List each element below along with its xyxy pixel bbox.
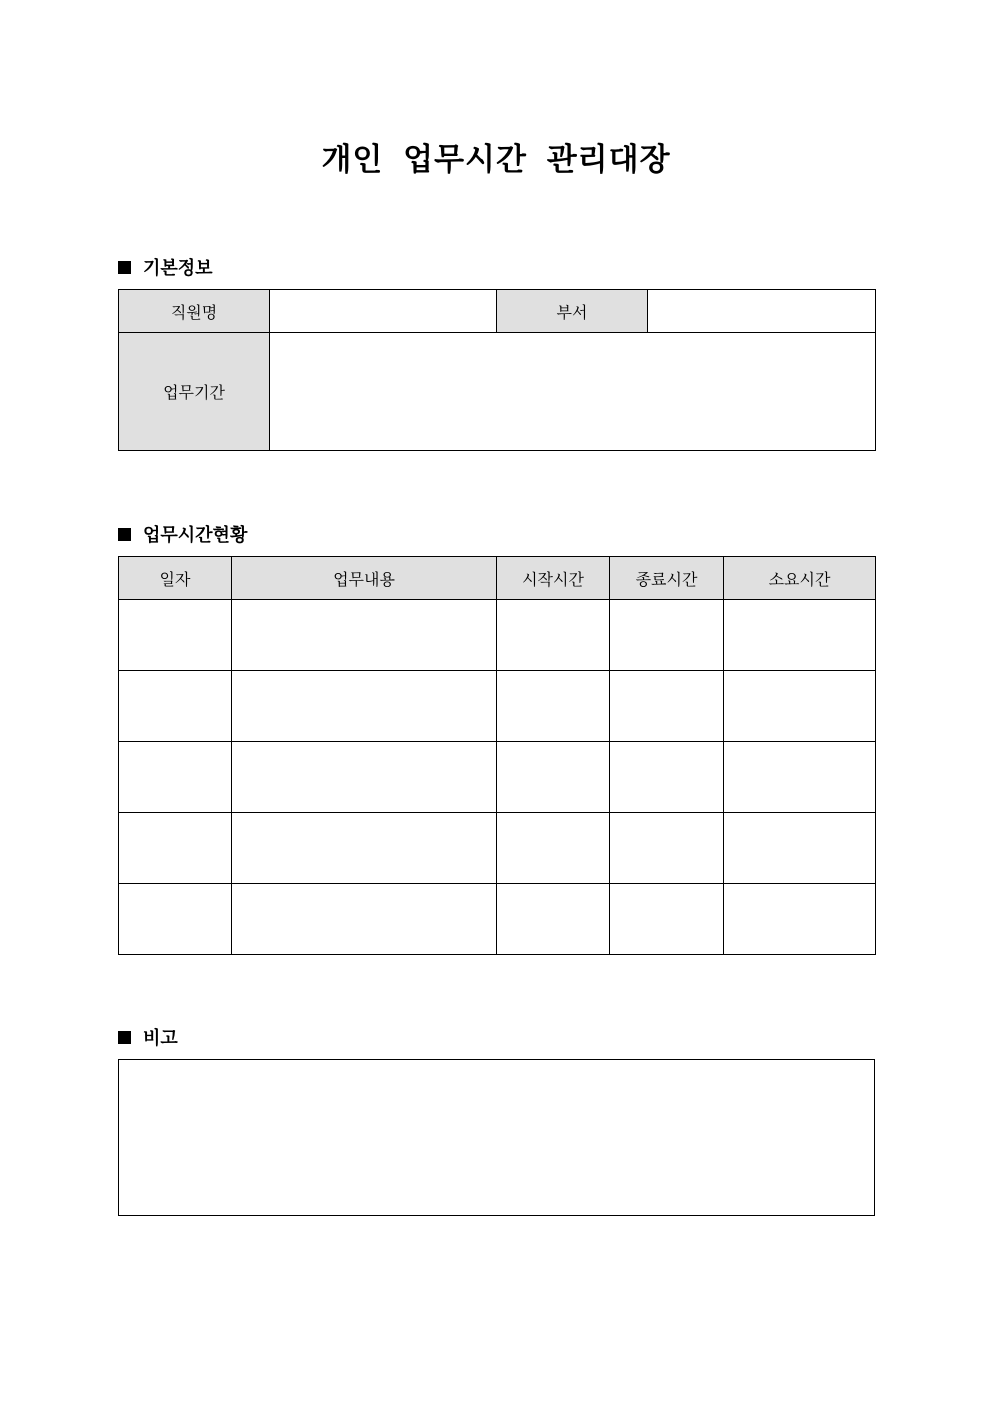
document-title: 개인 업무시간 관리대장 [321, 142, 671, 178]
start-time-cell[interactable] [497, 884, 610, 955]
table-row [119, 671, 876, 742]
duration-cell[interactable] [724, 600, 876, 671]
table-row [119, 742, 876, 813]
column-header-date: 일자 [119, 557, 232, 600]
start-time-cell[interactable] [497, 742, 610, 813]
basic-info-table [118, 289, 876, 451]
end-time-cell[interactable] [610, 671, 724, 742]
square-bullet-icon [118, 1031, 131, 1044]
duration-cell[interactable] [724, 813, 876, 884]
section-heading-basic-label: 기본정보 [143, 258, 213, 279]
end-time-cell[interactable] [610, 813, 724, 884]
square-bullet-icon [118, 528, 131, 541]
end-time-cell[interactable] [610, 742, 724, 813]
date-cell[interactable] [119, 671, 232, 742]
column-header-task: 업무내용 [232, 557, 497, 600]
employee-name-field[interactable] [270, 290, 497, 333]
duration-cell[interactable] [724, 742, 876, 813]
date-cell[interactable] [119, 742, 232, 813]
work-time-table [118, 556, 876, 955]
task-cell[interactable] [232, 671, 497, 742]
duration-cell[interactable] [724, 671, 876, 742]
work-period-field[interactable] [270, 333, 876, 451]
column-header-start-time: 시작시간 [497, 557, 610, 600]
column-header-duration: 소요시간 [724, 557, 876, 600]
section-heading-notes-label: 비고 [143, 1028, 178, 1049]
task-cell[interactable] [232, 813, 497, 884]
section-heading-basic [118, 254, 213, 280]
work-period-label: 업무기간 [119, 333, 270, 451]
employee-name-label: 직원명 [119, 290, 270, 333]
date-cell[interactable] [119, 813, 232, 884]
section-heading-worktime-label: 업무시간현황 [143, 525, 248, 546]
department-field[interactable] [648, 290, 876, 333]
start-time-cell[interactable] [497, 671, 610, 742]
column-header-end-time: 종료시간 [610, 557, 724, 600]
table-row [119, 813, 876, 884]
start-time-cell[interactable] [497, 813, 610, 884]
start-time-cell[interactable] [497, 600, 610, 671]
end-time-cell[interactable] [610, 884, 724, 955]
task-cell[interactable] [232, 884, 497, 955]
end-time-cell[interactable] [610, 600, 724, 671]
date-cell[interactable] [119, 884, 232, 955]
task-cell[interactable] [232, 742, 497, 813]
date-cell[interactable] [119, 600, 232, 671]
table-row [119, 600, 876, 671]
duration-cell[interactable] [724, 884, 876, 955]
table-row [119, 884, 876, 955]
section-heading-notes [118, 1024, 178, 1050]
notes-box[interactable] [118, 1059, 875, 1216]
square-bullet-icon [118, 261, 131, 274]
task-cell[interactable] [232, 600, 497, 671]
section-heading-worktime [118, 521, 247, 547]
department-label: 부서 [497, 290, 648, 333]
